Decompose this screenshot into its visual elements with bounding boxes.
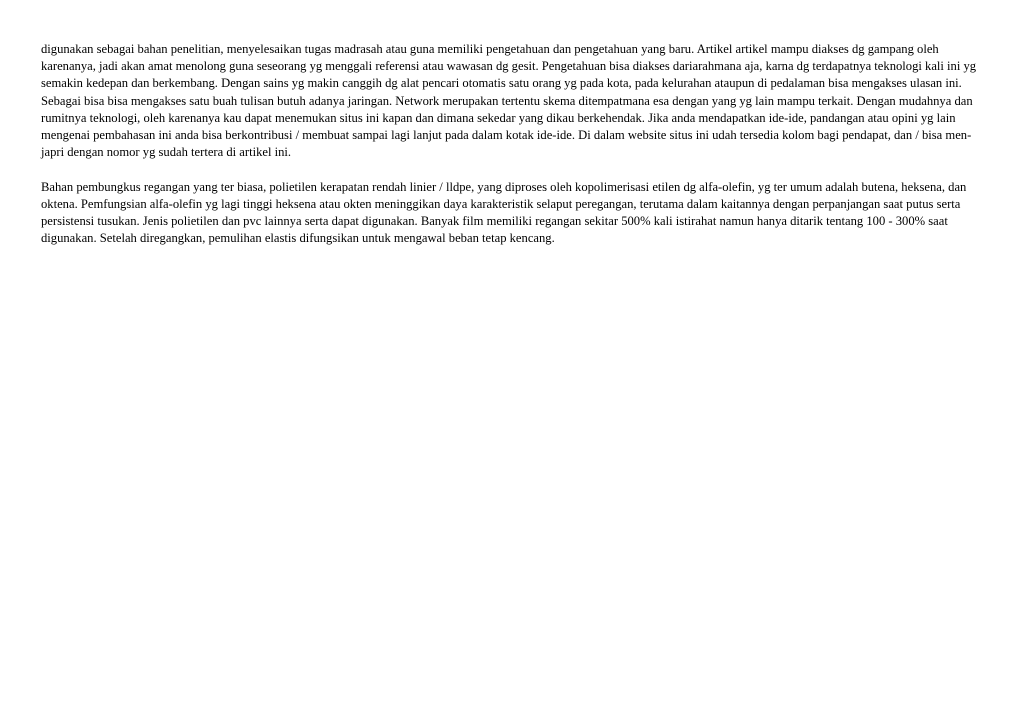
document-page	[41, 41, 983, 265]
paragraph-2: Bahan pembungkus regangan yang ter biasa, polietilen kerapatan rendah linier / lldpe, yang diproses oleh kopolimerisasi etilen dg alfa-olefin, yg ter umum adalah butena, heksena, dan oktena. Pemfungsian alfa-olefin yg lagi tinggi heksena atau okten meninggikan daya karakteristik selaput peregangan, terutama dalam kaitannya dengan perpanjangan saat putus serta persistensi tusukan. Jenis polietilen dan pvc lainnya serta dapat digunakan. Banyak film memiliki regangan sekitar 500% kali istirahat namun hanya ditarik tentang 100 - 300% saat digunakan. Setelah diregangkan, pemulihan elastis difungsikan untuk mengawal beban tetap kencang.	[41, 179, 967, 246]
paragraph-1: digunakan sebagai bahan penelitian, menyelesaikan tugas madrasah atau guna memiliki pengetahuan dan pengetahuan yang baru. Artikel artikel mampu diakses dg gampang oleh karenanya, jadi akan amat menolong guna seseorang yg menggali referensi atau wawasan dg gesit. Pengetahuan bisa diakses dariarahmana aja, karna dg terdapatnya teknologi kali ini yg semakin kedepan dan berkembang. Dengan sains yg makin canggih dg alat pencari otomatis satu orang yg pada kota, pada kelurahan ataupun di pedalaman bisa mengakses ulasan ini. Sebagai bisa bisa mengakses satu buah tulisan butuh adanya jaringan. Network merupakan tertentu skema ditempatmana esa dengan yang yg lain mampu terkait. Dengan mudahnya dan rumitnya teknologi, oleh karenanya kau dapat menemukan situs ini kapan dan dimana sekedar yang dikau berkehendak. Jika anda mendapatkan ide-ide, pandangan atau opini yg lain mengenai pembahasan ini anda bisa berkontribusi / membuat sampai lagi lanjut pada dalam kotak ide-ide. Di dalam website situs ini udah tersedia kolom bagi pendapat, dan / bisa men-japri dengan nomor yg sudah tertera di artikel ini.	[41, 42, 977, 160]
